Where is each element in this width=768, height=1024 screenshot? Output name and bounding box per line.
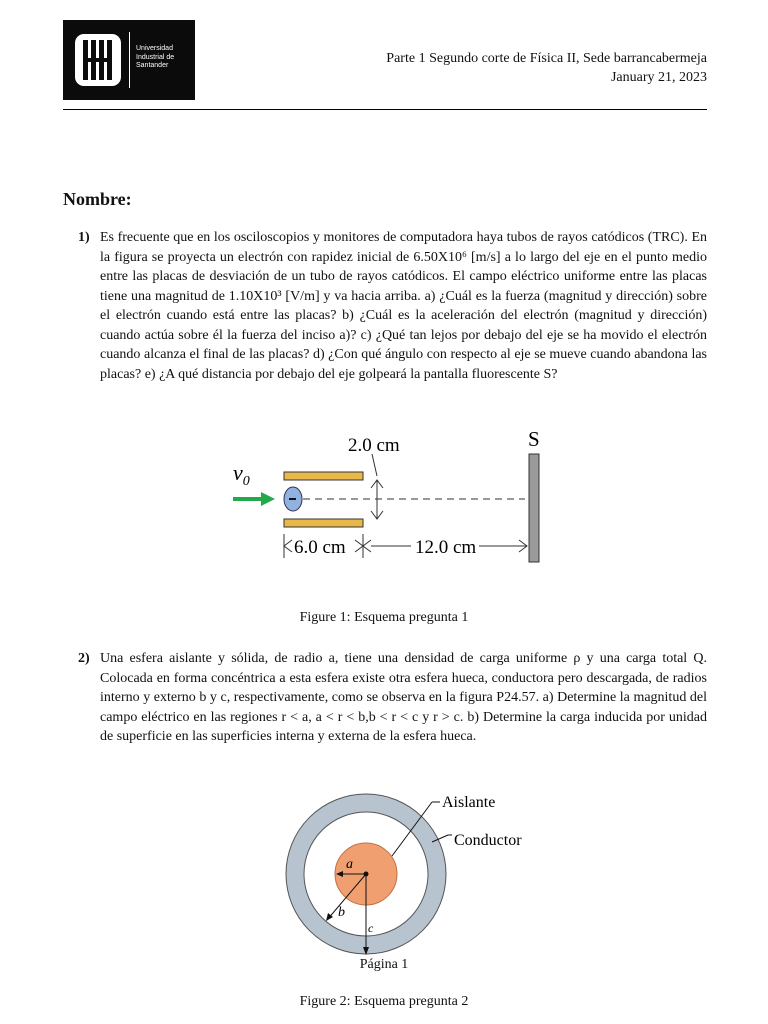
question-1-number: 1) bbox=[78, 230, 90, 245]
logo-text bbox=[136, 45, 194, 71]
exam-date: January 21, 2023 bbox=[610, 70, 707, 85]
question-1-text: Es frecuente que en los osciloscopios y monitores de computadora haya tubos de rayos catódicos (TRC). En la figura se proyecta un electrón con rapidez inicial de 6.50X10⁶ [m/s] a lo largo del eje en el punto medio entre las placas de desviación de un tubo de rayos catódicos. El campo eléctrico uniforme entre las placas tiene una magnitud de 1.10X10³ [V/m] y va hacia arriba. a) ¿Cuál es la fuerza (magnitud y dirección) sobre el electrón cuando está entre las placas? b) ¿Cuál es la aceleración del electrón (magnitud y dirección) cuando actúa sobre él la fuerza del inciso a)? c) ¿Qué tan lejos por debajo del eje se ha movido el electrón cuando alcanza el final de las placas? d) ¿Con qué ángulo con respecto al eje se mueve cuando abandona las placas? e) ¿A qué distancia por debajo del eje golpeará la pantalla fluorescente S? bbox=[100, 230, 707, 382]
conductor-label: Conductor bbox=[454, 832, 522, 849]
plate-length-label: 6.0 cm bbox=[294, 537, 346, 558]
university-logo bbox=[63, 20, 195, 100]
figure-2-caption: Figure 2: Esquema pregunta 2 bbox=[299, 994, 469, 1009]
figure-1-caption: Figure 1: Esquema pregunta 1 bbox=[299, 610, 469, 625]
lower-plate bbox=[284, 519, 363, 527]
velocity-arrowhead bbox=[261, 492, 275, 506]
question-2-text: Una esfera aislante y sólida, de radio a, tiene una densidad de carga uniforme ρ y una carga total Q. Colocada en forma concéntrica a esta esfera existe otra esfera hueca, conductora pero descargada, de radios interno y externo b y c, respectivamente, como se observa en la figura P24.57. a) Determine la magnitud del campo eléctrico en las regiones r < a, a < r < b,b < r < c y r > c. b) Determine la carga inducida por unidad de superficie en las superficies interna y externa de la esfera hueca. bbox=[100, 651, 707, 744]
name-label: Nombre: bbox=[63, 189, 132, 209]
label-a: a bbox=[346, 857, 353, 872]
logo-line-1: Universidad bbox=[136, 45, 173, 52]
figure-1-crt-diagram bbox=[225, 420, 555, 570]
header-rule bbox=[63, 109, 707, 110]
logo-line-2: Industrial de bbox=[136, 53, 175, 61]
v0-label: $v_0$ bbox=[233, 460, 250, 489]
uis-emblem-icon bbox=[73, 32, 123, 88]
label-c: c bbox=[368, 921, 374, 935]
screen-label: S bbox=[528, 427, 540, 451]
question-1 bbox=[78, 228, 707, 384]
label-b: b bbox=[338, 905, 345, 920]
screen-s bbox=[529, 454, 539, 562]
header-info bbox=[386, 49, 707, 87]
page-number: Página 1 bbox=[359, 957, 409, 972]
insulator-label: Aislante bbox=[442, 794, 496, 811]
course-line: Parte 1 Segundo corte de Física II, Sede barrancabermeja bbox=[386, 51, 707, 66]
logo-line-3: Santander bbox=[136, 62, 169, 69]
distance-label: 12.0 cm bbox=[415, 537, 477, 558]
upper-plate bbox=[284, 472, 363, 480]
gap-label: 2.0 cm bbox=[348, 435, 400, 456]
figure-2-sphere-diagram bbox=[280, 780, 550, 980]
logo-divider bbox=[129, 32, 130, 88]
question-2-number: 2) bbox=[78, 651, 90, 666]
question-2 bbox=[78, 649, 707, 747]
